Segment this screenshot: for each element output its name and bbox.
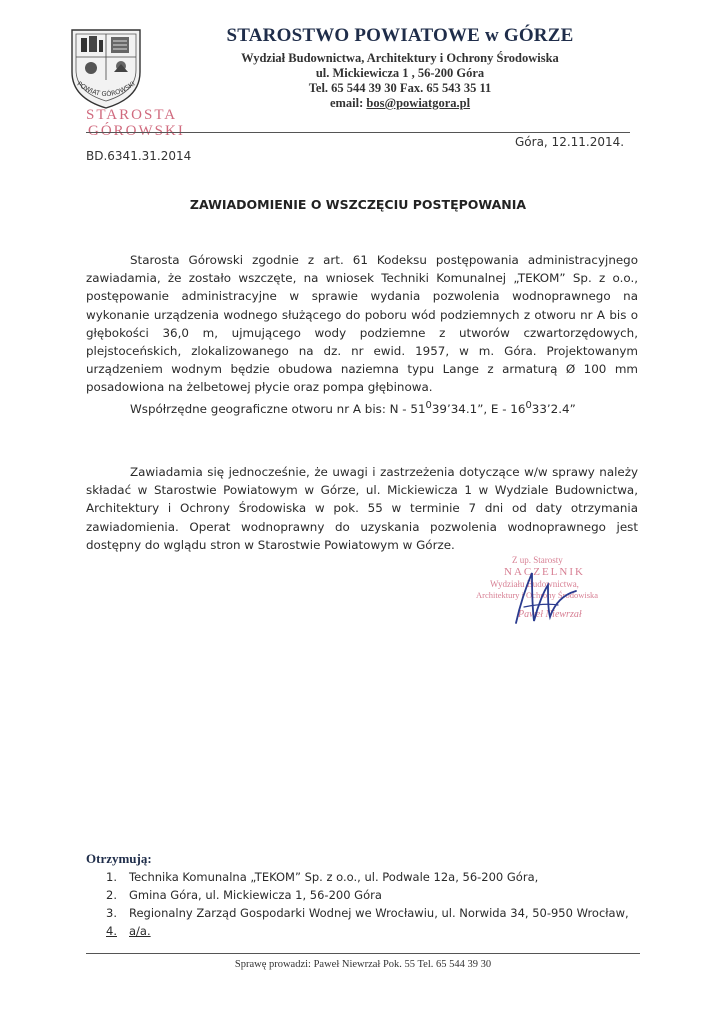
tel-fax-line: Tel. 65 544 39 30 Fax. 65 543 35 11 xyxy=(308,81,492,95)
paragraph-proceedings xyxy=(86,251,638,418)
recipient-number: 1. xyxy=(106,870,117,884)
coordinates-line xyxy=(86,397,638,418)
gorowski-stamp-line: GÓROWSKI xyxy=(88,123,185,139)
address-line: ul. Mickiewicza 1 , 56-200 Góra xyxy=(315,66,485,80)
recipients-title: Otrzymują: xyxy=(86,851,152,866)
case-number: BD.6341.31.2014 xyxy=(86,149,192,163)
email-line xyxy=(180,96,620,111)
starosta-stamp-line: STAROSTA xyxy=(86,107,178,123)
powiat-crest-logo xyxy=(66,24,146,110)
handwritten-signature xyxy=(498,565,598,627)
coords-n-rest: 39’34.1”, E - 16 xyxy=(431,401,526,416)
paragraph-1-text: Starosta Górowski zgodnie z art. 61 Kodeksu postępowania administracyjnego zawiadamia, że zostało wszczęte, na wniosek Techniki Komunalnej „TEKOM” Sp. z o.o., postępowanie administracyjne w sprawie wydania pozwolenia wodnoprawnego na wykonanie urządzenia wodnego służącego do poboru wód podziemnych z otworu nr A bis o głębokości 36,0 m, ujmującego wody podziemne z utworów czwartorzędowych, plejstoceńskich, zlokalizowanego na dz. nr ewid. 1957, w m. Góra. Projektowanym urządzeniem wodnym będzie obudowa naziemna typu Lange z armaturą Ø 100 mm posadowiona na żelbetowej płycie oraz pompa głębinowa. xyxy=(86,253,638,395)
recipient-item xyxy=(106,868,629,886)
coords-e-degree: 0 xyxy=(525,399,532,411)
recipient-text: a/a. xyxy=(129,924,151,938)
signature-stamp xyxy=(470,553,640,635)
coords-e-rest: 33’2.4” xyxy=(531,401,576,416)
city-date: Góra, 12.11.2014. xyxy=(515,135,625,149)
recipient-number: 3. xyxy=(106,906,117,920)
recipient-number: 4. xyxy=(106,924,117,938)
recipient-text: Technika Komunalna „TEKOM” Sp. z o.o., ul. Podwale 12a, 56-200 Góra, xyxy=(129,870,539,884)
recipient-text: Gmina Góra, ul. Mickiewicza 1, 56-200 Góra xyxy=(129,888,382,902)
stamp-name: Paweł Niewrzał xyxy=(518,609,582,620)
org-title: STAROSTWO POWIATOWE w GÓRZE xyxy=(226,25,574,46)
coords-prefix: Współrzędne geograficzne otworu nr A bis: N - 51 xyxy=(130,401,426,416)
recipient-item xyxy=(106,922,629,940)
footer-divider xyxy=(86,953,640,954)
footer-contact: Sprawę prowadzi: Paweł Niewrzał Pok. 55 Tel. 65 544 39 30 xyxy=(234,959,492,970)
recipient-text: Regionalny Zarząd Gospodarki Wodnej we Wrocławiu, ul. Norwida 34, 50-950 Wrocław, xyxy=(129,906,629,920)
stamp-naczelnik: NACZELNIK xyxy=(504,566,585,578)
recipient-item xyxy=(106,886,629,904)
stamp-architektury: Architektury i Ochrony Środowiska xyxy=(476,590,599,600)
recipient-item xyxy=(106,904,629,922)
stamp-wydzial: Wydziału Budownictwa, xyxy=(490,579,579,589)
crest-text: POWIAT GÓROWSKI xyxy=(75,79,137,99)
paragraph-comments: Zawiadamia się jednocześnie, że uwagi i zastrzeżenia dotyczące w/w sprawy należy składać w Starostwie Powiatowym w Górze, ul. Mickiewicza 1 w Wydziale Budownictwa, Architektury i Ochrony Środowiska w pok. 55 w terminie 7 dni od daty otrzymania zawiadomienia. Operat wodnoprawny do uzyskania pozwolenia wodnoprawnego jest dostępny do wglądu stron w Starostwie Powiatowym w Górze. xyxy=(86,465,638,552)
department-line: Wydział Budownictwa, Architektury i Ochrony Środowiska xyxy=(241,51,559,65)
notice-title: ZAWIADOMIENIE O WSZCZĘCIU POSTĘPOWANIA xyxy=(189,197,527,212)
stamp-upoważnienie: Z up. Starosty xyxy=(512,555,563,565)
coords-n-degree: 0 xyxy=(425,399,432,411)
header-divider xyxy=(86,132,630,133)
recipient-number: 2. xyxy=(106,888,117,902)
recipients-list xyxy=(106,868,629,940)
email-link[interactable]: bos@powiatgora.pl xyxy=(366,96,471,110)
email-label: email: xyxy=(329,96,364,110)
